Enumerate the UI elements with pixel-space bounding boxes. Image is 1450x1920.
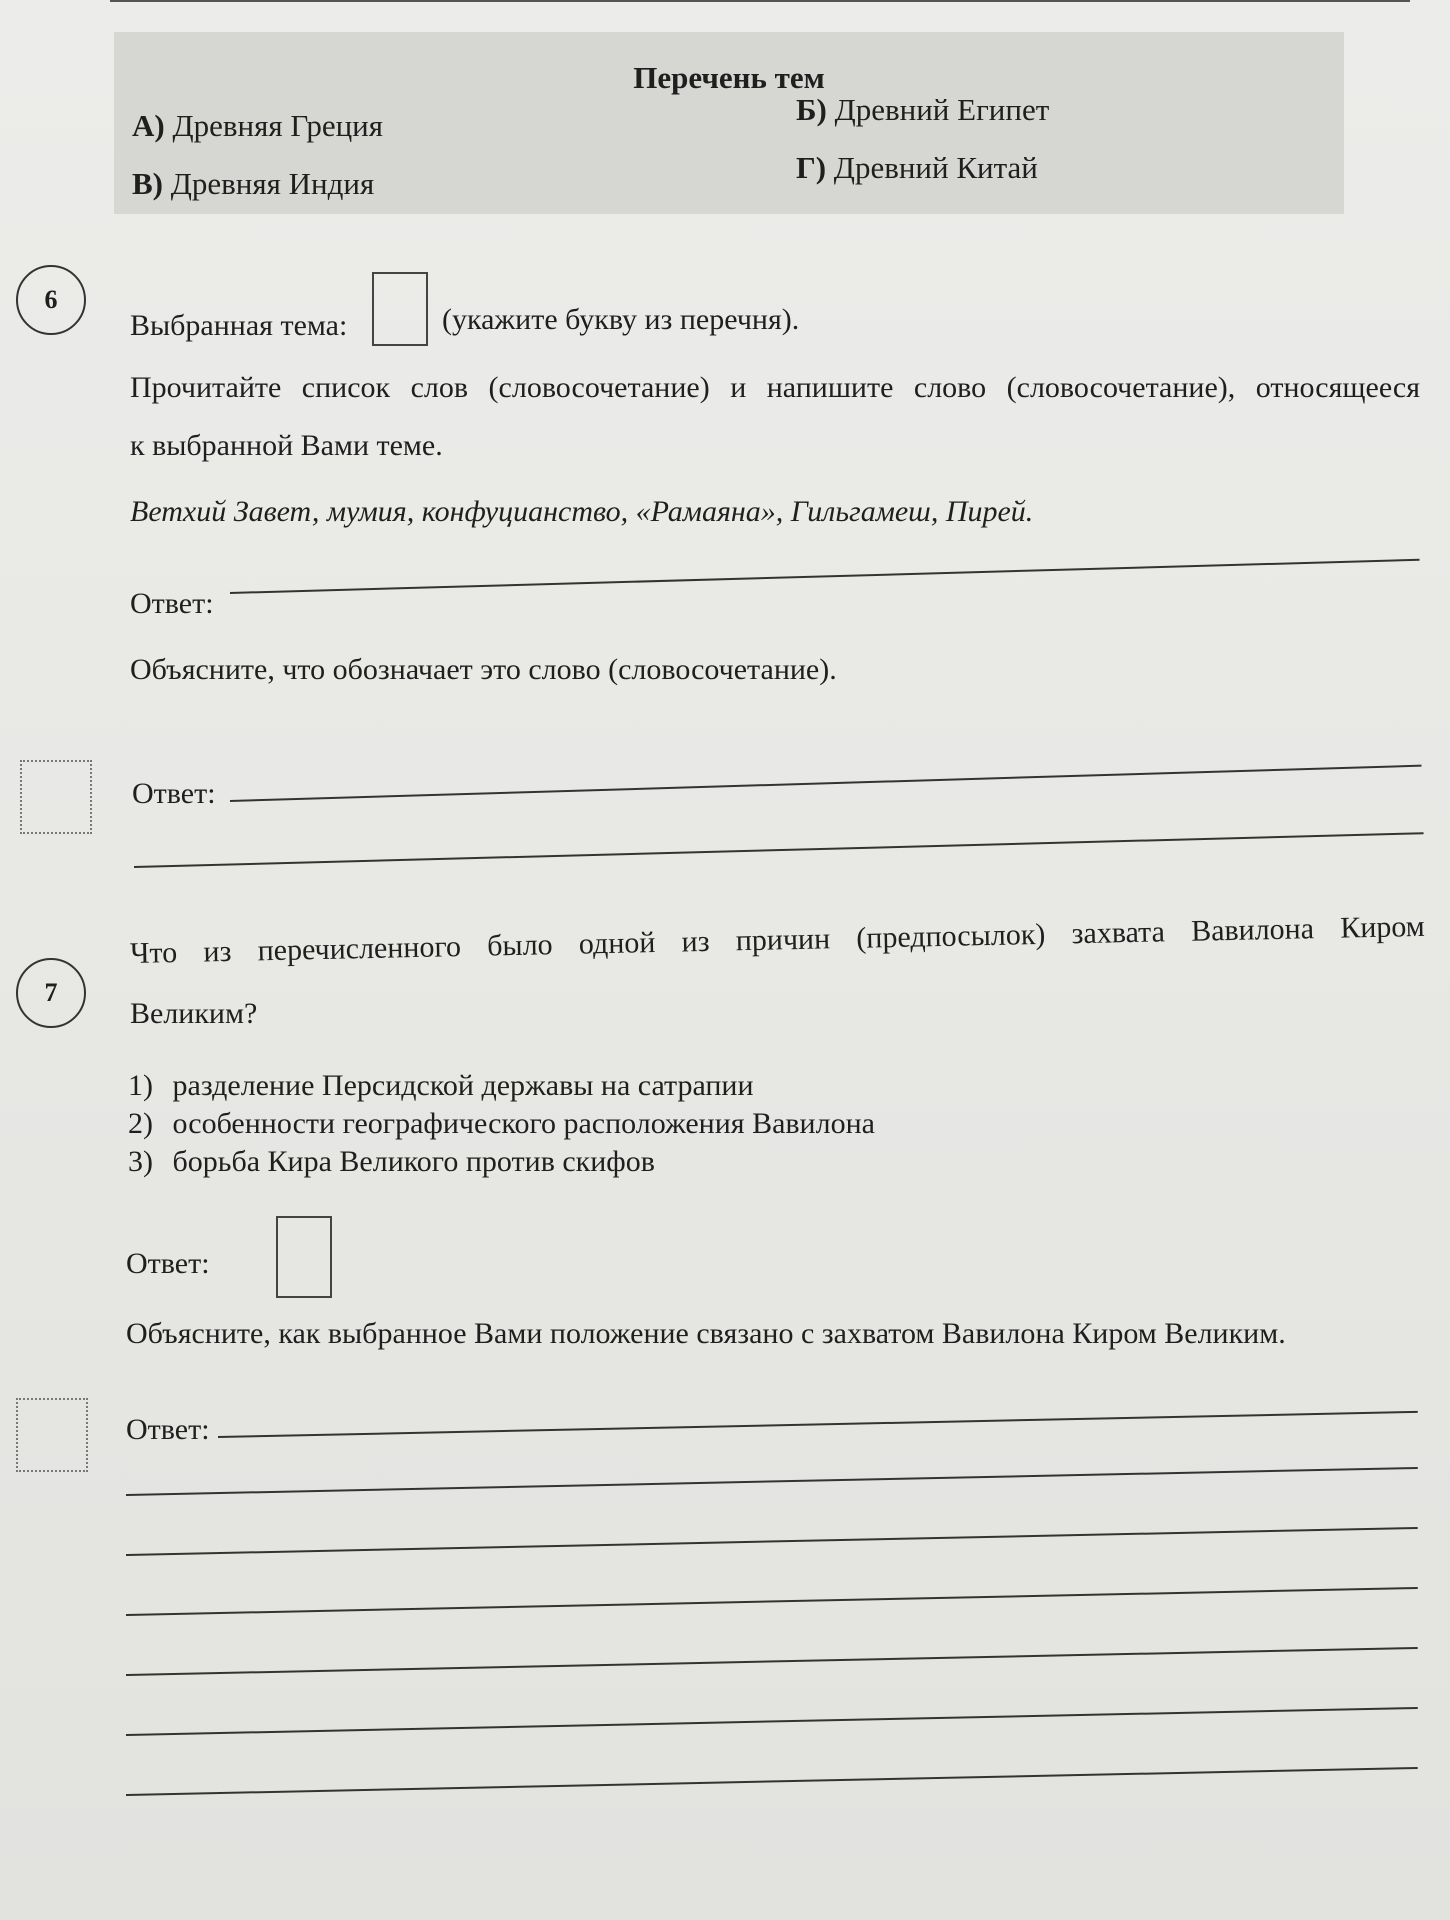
task-7-option-2 <box>128 1104 875 1144</box>
task-7-explain: Объясните, как выбранное Вами положение связано с захватом Вавилона Киром Великим. <box>126 1317 1286 1350</box>
task-7-option-3 <box>128 1142 655 1182</box>
task-6-answer-line[interactable] <box>230 559 1420 594</box>
task-7-question-line1: Что из перечисленного было одной из причин (предпосылок) захвата Вавилона Киром <box>129 909 1426 970</box>
task-7-answer-line-7[interactable] <box>126 1767 1418 1796</box>
option-text: борьба Кира Великого против скифов <box>172 1145 655 1178</box>
topic-letter: Б) <box>796 92 827 127</box>
chosen-topic-box[interactable] <box>372 272 428 346</box>
topic-name: Древний Египет <box>834 92 1050 127</box>
topic-name: Древний Китай <box>833 150 1038 185</box>
topics-title: Перечень тем <box>633 60 825 95</box>
task-7-option-1 <box>128 1066 754 1106</box>
task-7-answer-line-3[interactable] <box>126 1527 1418 1556</box>
topic-a <box>132 108 383 144</box>
task-7-answer-line-2[interactable] <box>126 1467 1418 1496</box>
option-number: 1) <box>128 1069 153 1102</box>
task-7-answer2-label: Ответ: <box>126 1413 210 1446</box>
task-7-answer-line-1[interactable] <box>218 1411 1418 1438</box>
topic-name: Древняя Греция <box>172 108 384 143</box>
chosen-topic-hint: (укажите букву из перечня). <box>442 303 800 336</box>
topic-letter: Г) <box>796 150 827 185</box>
word-list: Ветхий Завет, мумия, конфуцианство, «Рамаяна», Гильгамеш, Пирей. <box>130 495 1034 528</box>
task-6-number: 6 <box>16 265 86 335</box>
task-7-answer-box[interactable] <box>276 1216 332 1298</box>
option-text: разделение Персидской державы на сатрапии <box>172 1069 754 1102</box>
topic-g <box>796 150 1038 186</box>
task-6-answer2-label: Ответ: <box>132 777 216 810</box>
task-7-answer-line-4[interactable] <box>126 1587 1418 1616</box>
task-7-answer-label: Ответ: <box>126 1247 210 1280</box>
topic-name: Древняя Индия <box>170 166 375 201</box>
top-rule <box>110 0 1410 2</box>
topics-list-box <box>114 32 1344 214</box>
task-6-instruction-line2: к выбранной Вами теме. <box>130 429 443 462</box>
task-6-answer-label: Ответ: <box>130 587 214 620</box>
task-7-answer-line-6[interactable] <box>126 1707 1418 1736</box>
chosen-topic-label: Выбранная тема: <box>130 309 348 342</box>
task-6-answer2-line-2[interactable] <box>134 832 1424 868</box>
topic-letter: В) <box>132 166 163 201</box>
task-7-score-box <box>16 1398 88 1472</box>
option-number: 3) <box>128 1145 153 1178</box>
task-7-answer-line-5[interactable] <box>126 1647 1418 1676</box>
task-6-instruction-line1: Прочитайте список слов (словосочетание) и напишите слово (словосочетание), относящееся <box>130 371 1420 404</box>
topic-b <box>796 92 1049 128</box>
task-7-question-line2: Великим? <box>130 997 258 1030</box>
option-text: особенности географического расположения Вавилона <box>172 1107 875 1140</box>
topic-letter: А) <box>132 108 165 143</box>
task-6-explain: Объясните, что обозначает это слово (словосочетание). <box>130 653 837 686</box>
topic-v <box>132 166 374 202</box>
task-6-answer2-line-1[interactable] <box>230 765 1422 802</box>
task-7-number: 7 <box>16 958 86 1028</box>
option-number: 2) <box>128 1107 153 1140</box>
task-6-score-box <box>20 760 92 834</box>
